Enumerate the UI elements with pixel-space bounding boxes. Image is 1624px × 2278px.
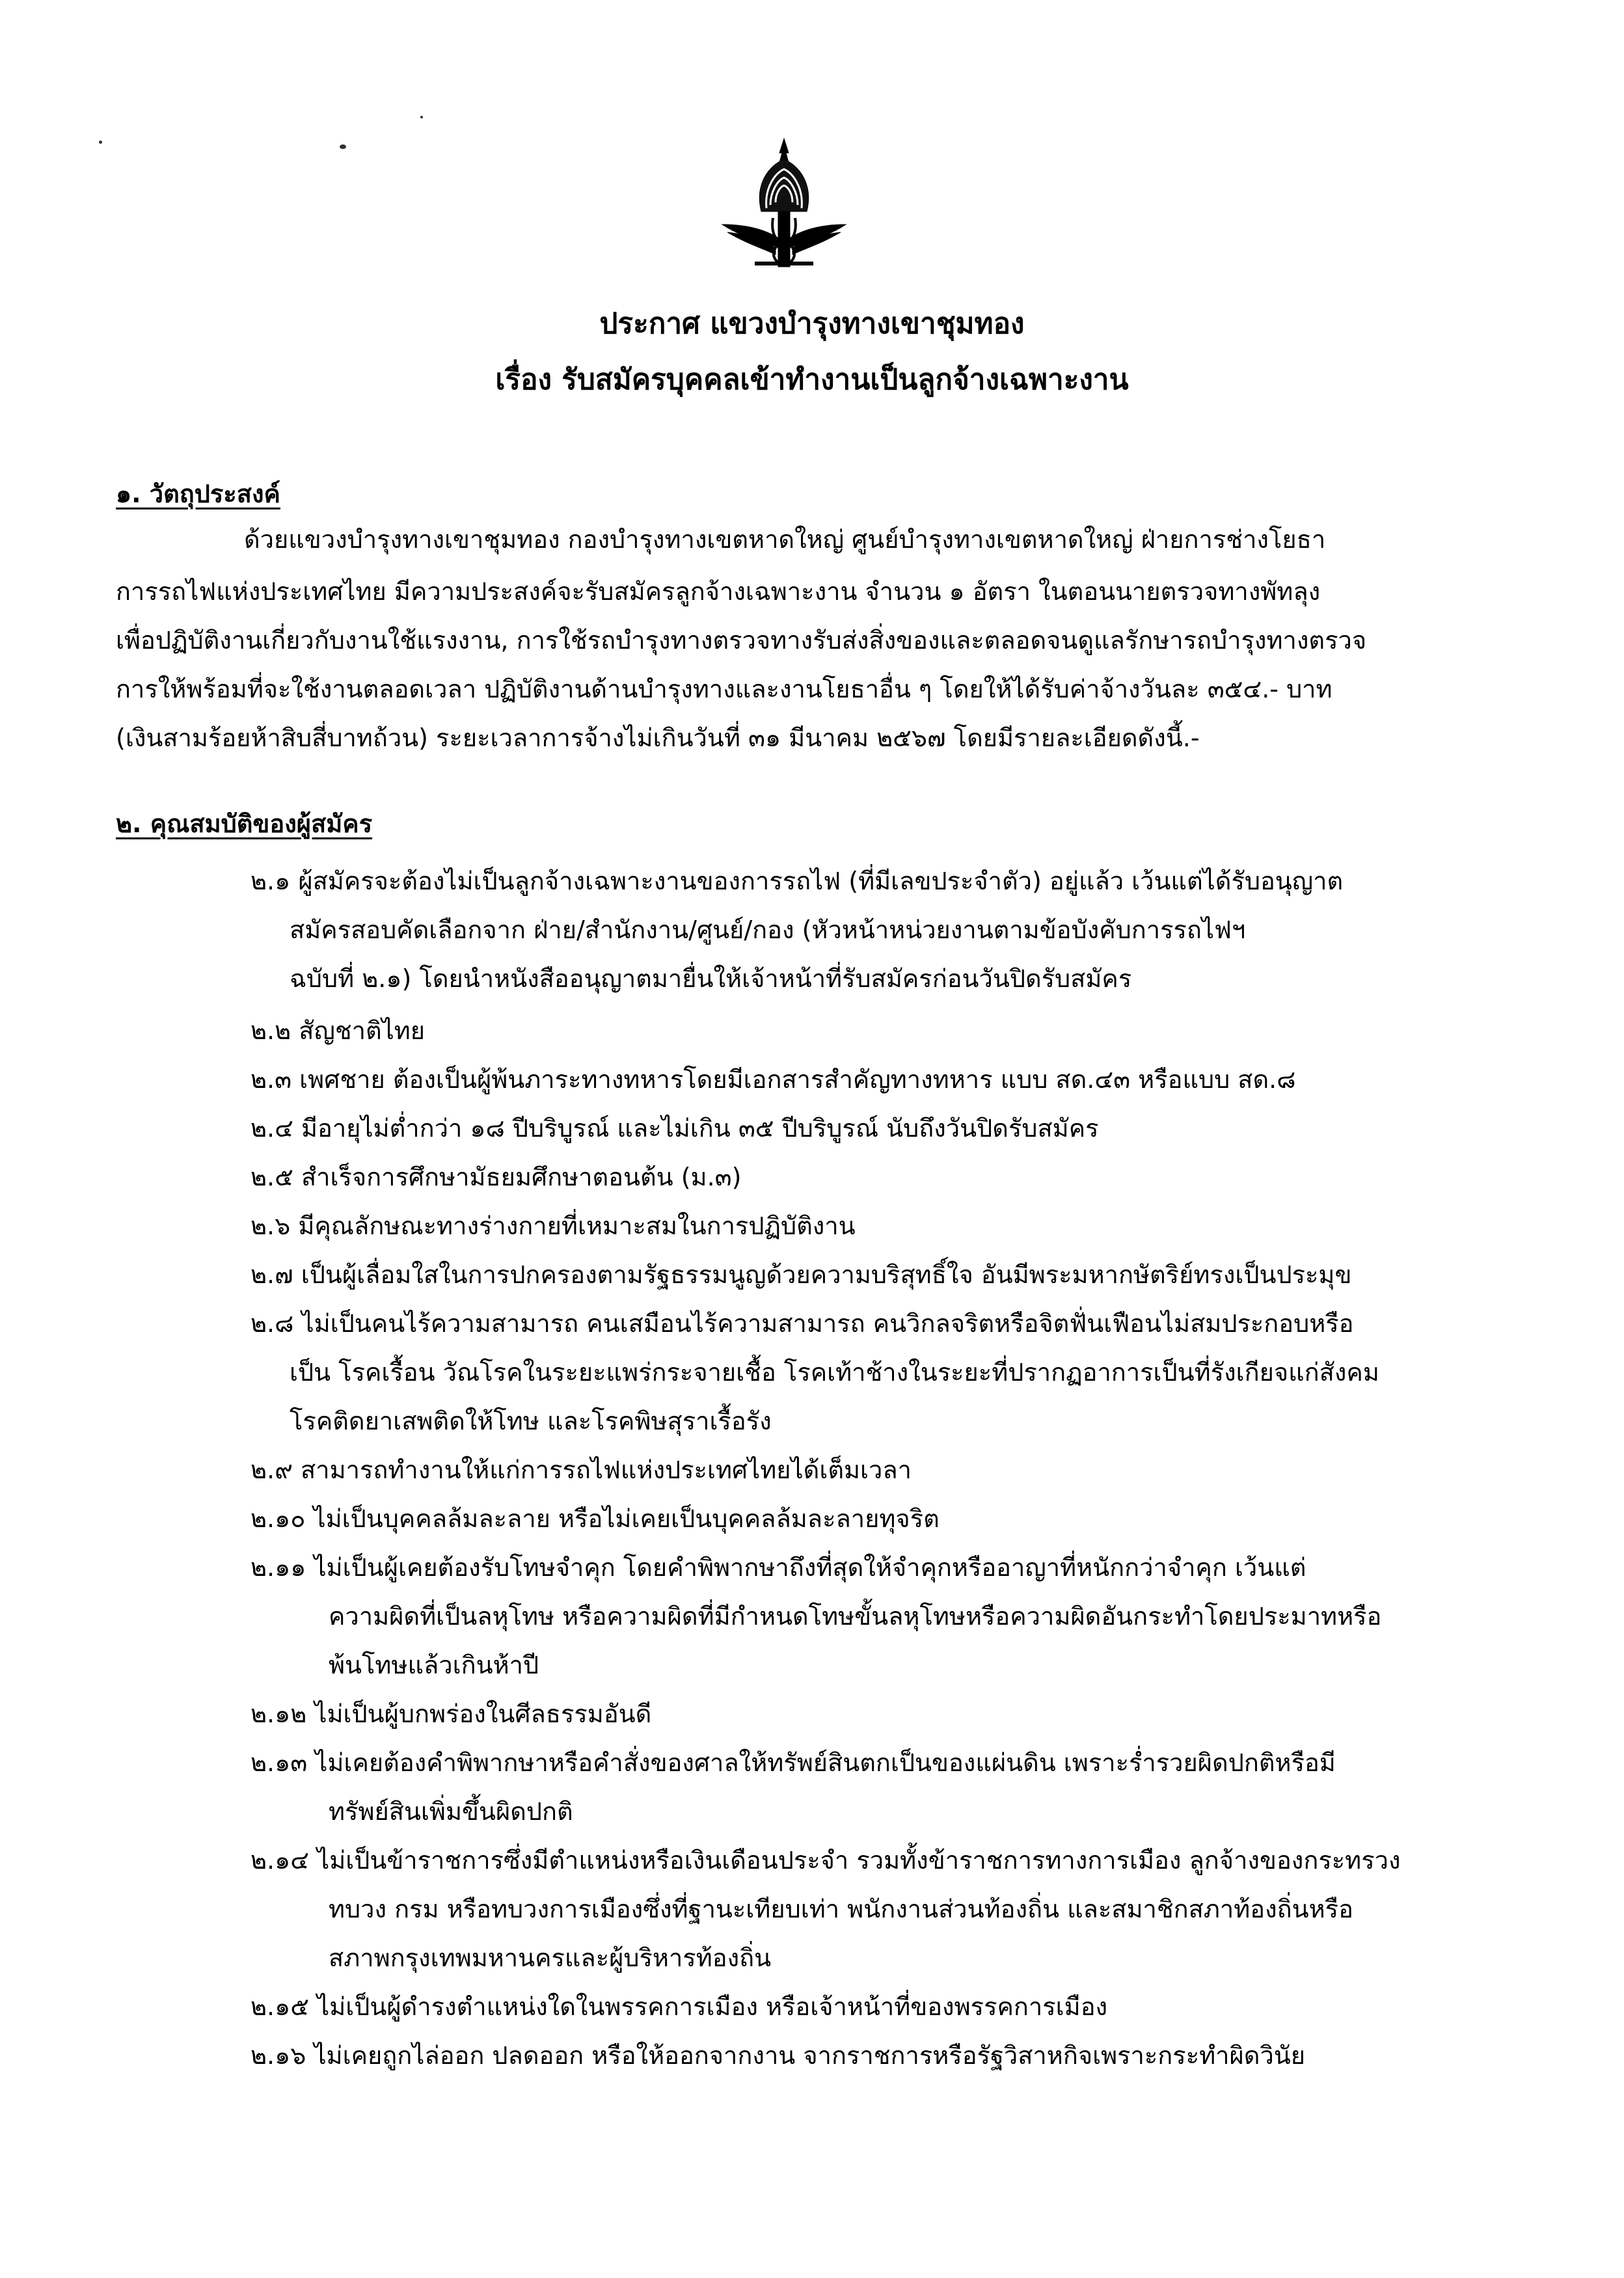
qualification-item-continuation: เป็น โรคเรื้อน วัณโรคในระยะแพร่กระจายเชื้อ โรคเท้าช้างในระยะที่ปรากฏอาการเป็นที่รังเกียจแก่สังคม (290, 1358, 1379, 1387)
qualification-item: ๒.๕ สำเร็จการศึกษามัธยมศึกษาตอนต้น (ม.๓) (250, 1163, 742, 1191)
qualification-item-continuation: สภาพกรุงเทพมหานครและผู้บริหารท้องถิ่น (329, 1944, 772, 1972)
section-heading-objective: ๑. วัตถุประสงค์ (116, 480, 280, 508)
qualification-item-continuation: โรคติดยาเสพติดให้โทษ และโรคพิษสุราเรื้อรัง (290, 1407, 772, 1435)
qualification-item-continuation: สมัครสอบคัดเลือกจาก ฝ่าย/สำนักงาน/ศูนย์/กอง (หัวหน้าหน่วยงานตามข้อบังคับการรถไฟฯ (290, 915, 1246, 944)
qualification-item-continuation: ทรัพย์สินเพิ่มขึ้นผิดปกติ (329, 1797, 573, 1826)
paragraph-line: เพื่อปฏิบัติงานเกี่ยวกับงานใช้แรงงาน, การใช้รถบำรุงทางตรวจทางรับส่งสิ่งของและตลอดจนดูแลรักษารถบำรุงทางตรวจ (116, 626, 1367, 655)
announcement-subject: เรื่อง รับสมัครบุคคลเข้าทำงานเป็นลูกจ้างเฉพาะงาน (495, 363, 1129, 396)
qualification-item: ๒.๑๕ ไม่เป็นผู้ดำรงตำแหน่งใดในพรรคการเมือง หรือเจ้าหน้าที่ของพรรคการเมือง (250, 1992, 1108, 2021)
qualification-item: ๒.๑๒ ไม่เป็นผู้บกพร่องในศีลธรรมอันดี (250, 1700, 652, 1728)
qualification-item: ๒.๙ สามารถทำงานให้แก่การรถไฟแห่งประเทศไทยได้เต็มเวลา (250, 1456, 912, 1484)
paragraph-line: (เงินสามร้อยห้าสิบสี่บาทถ้วน) ระยะเวลาการจ้างไม่เกินวันที่ ๓๑ มีนาคม ๒๕๖๗ โดยมีรายละเอียดดังนี้.- (116, 724, 1200, 752)
qualification-item: ๒.๘ ไม่เป็นคนไร้ความสามารถ คนเสมือนไร้ความสามารถ คนวิกลจริตหรือจิตฟั่นเฟือนไม่สมประกอบหรือ (250, 1309, 1354, 1338)
paragraph-line: การให้พร้อมที่จะใช้งานตลอดเวลา ปฏิบัติงานด้านบำรุงทางและงานโยธาอื่น ๆ โดยให้ได้รับค่าจ้างวันละ ๓๕๔.- บาท (116, 675, 1333, 703)
paragraph-line: การรถไฟแห่งประเทศไทย มีความประสงค์จะรับสมัครลูกจ้างเฉพาะงาน จำนวน ๑ อัตรา ในตอนนายตรวจทางพัทลุง (116, 577, 1321, 606)
qualification-item-continuation: ฉบับที่ ๒.๑) โดยนำหนังสืออนุญาตมายื่นให้เจ้าหน้าที่รับสมัครก่อนวันปิดรับสมัคร (290, 964, 1132, 993)
railway-emblem-icon (716, 133, 852, 283)
scan-speck (99, 141, 102, 144)
qualification-item: ๒.๖ มีคุณลักษณะทางร่างกายที่เหมาะสมในการปฏิบัติงาน (250, 1212, 856, 1240)
qualification-item: ๒.๑ ผู้สมัครจะต้องไม่เป็นลูกจ้างเฉพาะงานของการรถไฟ (ที่มีเลขประจำตัว) อยู่แล้ว เว้นแต่ได้รับอนุญาต (250, 867, 1344, 895)
qualification-item: ๒.๑๐ ไม่เป็นบุคคลล้มละลาย หรือไม่เคยเป็นบุคคลล้มละลายทุจริต (250, 1504, 940, 1533)
paragraph-line: ด้วยแขวงบำรุงทางเขาชุมทอง กองบำรุงทางเขตหาดใหญ่ ศูนย์บำรุงทางเขตหาดใหญ่ ฝ่ายการช่างโยธา (244, 525, 1326, 554)
qualification-item: ๒.๔ มีอายุไม่ต่ำกว่า ๑๘ ปีบริบูรณ์ และไม่เกิน ๓๕ ปีบริบูรณ์ นับถึงวันปิดรับสมัคร (250, 1114, 1099, 1143)
announcement-title: ประกาศ แขวงบำรุงทางเขาชุมทอง (599, 307, 1025, 340)
scan-speck (340, 144, 346, 149)
qualification-item: ๒.๑๑ ไม่เป็นผู้เคยต้องรับโทษจำคุก โดยคำพิพากษาถึงที่สุดให้จำคุกหรืออาญาที่หนักกว่าจำคุก เว้นแต่ (250, 1553, 1306, 1582)
qualification-item: ๒.๑๖ ไม่เคยถูกไล่ออก ปลดออก หรือให้ออกจากงาน จากราชการหรือรัฐวิสาหกิจเพราะกระทำผิดวินัย (250, 2041, 1306, 2070)
qualification-item: ๒.๓ เพศชาย ต้องเป็นผู้พ้นภาระทางทหารโดยมีเอกสารสำคัญทางทหาร แบบ สด.๔๓ หรือแบบ สด.๘ (250, 1065, 1296, 1094)
qualification-item: ๒.๗ เป็นผู้เลื่อมใสในการปกครองตามรัฐธรรมนูญด้วยความบริสุทธิ์ใจ อันมีพระมหากษัตริย์ทรงเป็นประมุข (250, 1260, 1352, 1289)
qualification-item: ๒.๑๔ ไม่เป็นข้าราชการซึ่งมีตำแหน่งหรือเงินเดือนประจำ รวมทั้งข้าราชการทางการเมือง ลูกจ้างของกระทรวง (250, 1846, 1401, 1875)
scan-speck (420, 116, 423, 118)
qualification-item-continuation: ความผิดที่เป็นลหุโทษ หรือความผิดที่มีกำหนดโทษขั้นลหุโทษหรือความผิดอันกระทำโดยประมาทหรือ (329, 1602, 1382, 1631)
section-heading-qualifications: ๒. คุณสมบัติของผู้สมัคร (116, 809, 373, 838)
qualification-item: ๒.๒ สัญชาติไทย (250, 1016, 426, 1045)
qualification-item-continuation: ทบวง กรม หรือทบวงการเมืองซึ่งที่ฐานะเทียบเท่า พนักงานส่วนท้องถิ่น และสมาชิกสภาท้องถิ่นหรือ (329, 1895, 1353, 1923)
qualification-item-continuation: พ้นโทษแล้วเกินห้าปี (329, 1651, 539, 1679)
qualification-item: ๒.๑๓ ไม่เคยต้องคำพิพากษาหรือคำสั่งของศาลให้ทรัพย์สินตกเป็นของแผ่นดิน เพราะร่ำรวยผิดปกติหรือมี (250, 1748, 1336, 1777)
